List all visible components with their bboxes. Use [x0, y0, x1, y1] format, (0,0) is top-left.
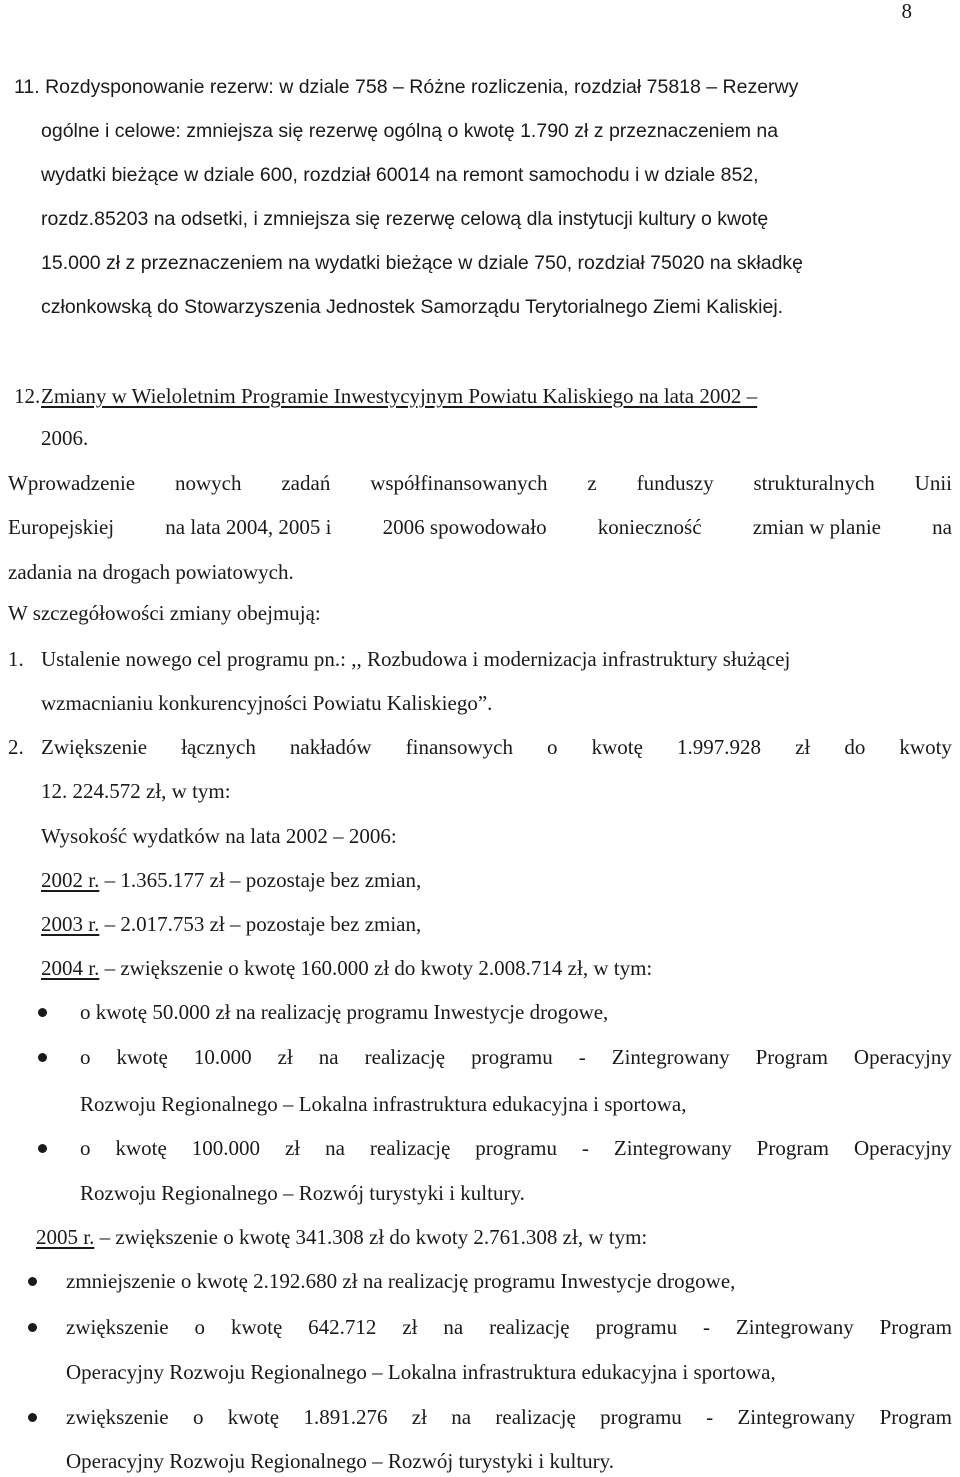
- intro-line-4: W szczegółowości zmiany obejmują:: [8, 601, 321, 625]
- b2005-3-word: Zintegrowany: [737, 1405, 856, 1429]
- b2005-2-word: na: [443, 1315, 464, 1339]
- section12-heading: Zmiany w Wieloletnim Programie Inwestycyjnym Powiatu Kaliskiego na lata 2002 –: [41, 384, 758, 408]
- year-2005-label: 2005 r.: [36, 1225, 95, 1249]
- years-heading: Wysokość wydatków na lata 2002 – 2006:: [41, 824, 397, 848]
- item2-word: nakładów: [289, 735, 372, 759]
- year-2004-label: 2004 r.: [41, 956, 100, 980]
- year-2002-row: [41, 867, 421, 893]
- item1-line-1: Ustalenie nowego cel programu pn.: ,, Rozbudowa i modernizacja infrastruktury służącej: [41, 647, 791, 671]
- b2005-3-word: -: [706, 1405, 714, 1429]
- b2005-3-word: zł: [411, 1405, 427, 1429]
- b2004-2-word: o: [80, 1045, 91, 1069]
- item2-word: do: [844, 735, 866, 759]
- b2004-2-word: Program: [755, 1045, 828, 1069]
- b2005-3-word: zwiększenie: [66, 1405, 169, 1429]
- year-2003-label: 2003 r.: [41, 912, 100, 936]
- b2005-2-word: o: [194, 1315, 206, 1339]
- bullet-icon: [28, 1413, 37, 1422]
- b2004-2-word: 10.000: [193, 1045, 252, 1069]
- b2005-3-word: realizację: [495, 1405, 576, 1429]
- intro-word: zadań: [281, 471, 331, 495]
- b2004-3-word: Zintegrowany: [613, 1136, 732, 1160]
- b2004-3-word: -: [581, 1136, 589, 1160]
- bullet-icon: [38, 1144, 47, 1153]
- b2004-2-line-1: [80, 1044, 952, 1070]
- section11-line-1: 11. Rozdysponowanie rezerw: w dziale 758 – Różne rozliczenia, rozdział 75818 – Rezerwy: [14, 76, 799, 98]
- b2004-3-word: zł: [284, 1136, 301, 1160]
- b2005-2-word: kwotę: [230, 1315, 283, 1339]
- intro-word: Wprowadzenie: [8, 471, 136, 495]
- intro-word: funduszy: [636, 471, 714, 495]
- year-2005-row: [33, 1224, 647, 1250]
- b2004-2-word: -: [578, 1045, 586, 1069]
- b2005-2-line-2: Operacyjny Rozwoju Regionalnego – Lokalna infrastruktura edukacyjna i sportowa,: [66, 1360, 776, 1384]
- intro-line-3: zadania na drogach powiatowych.: [8, 560, 294, 584]
- b2005-2-word: programu: [595, 1315, 678, 1339]
- b2005-2-word: zwiększenie: [66, 1315, 169, 1339]
- year-2002-text: – 1.365.177 zł – pozostaje bez zmian,: [99, 868, 422, 892]
- b2004-2-word: programu: [471, 1045, 553, 1069]
- item1-line-2: wzmacnianiu konkurencyjności Powiatu Kaliskiego”.: [41, 691, 493, 715]
- year-2002-label: 2002 r.: [41, 868, 100, 892]
- b2004-3-word: Operacyjny: [853, 1136, 952, 1160]
- year-2004-text: – zwiększenie o kwotę 160.000 zł do kwoty 2.008.714 zł, w tym:: [99, 956, 653, 980]
- b2004-3-line-2: Rozwoju Regionalnego – Rozwój turystyki i kultury.: [80, 1181, 525, 1205]
- intro-word: z: [587, 471, 597, 495]
- b2005-3-word: Program: [879, 1405, 952, 1429]
- b2004-2-word: kwotę: [116, 1045, 168, 1069]
- item2-word: 1.997.928: [677, 735, 762, 759]
- b2004-3-word: programu: [475, 1136, 557, 1160]
- intro-line-2: [8, 514, 952, 540]
- intro-line-1: [8, 470, 952, 496]
- intro-word: nowych: [174, 471, 242, 495]
- intro-word: 2006 spowodowało: [382, 515, 547, 539]
- b2005-2-word: Program: [879, 1315, 952, 1339]
- item2-word: kwoty: [899, 735, 952, 759]
- b2005-2-word: 642.712: [308, 1315, 377, 1339]
- b2005-3-line-1: [66, 1404, 952, 1430]
- year-2003-text: – 2.017.753 zł – pozostaje bez zmian,: [99, 912, 422, 936]
- item2-word: kwotę: [591, 735, 643, 759]
- b2005-2-line-1: [66, 1314, 952, 1340]
- intro-word: Europejskiej: [8, 515, 115, 539]
- b2004-2-word: Operacyjny: [853, 1045, 952, 1069]
- item2-word: o: [547, 735, 558, 759]
- section11-line-2: ogólne i celowe: zmniejsza się rezerwę ogólną o kwotę 1.790 zł z przeznaczeniem na: [41, 120, 779, 142]
- item2-line-1: [41, 734, 952, 760]
- b2004-3-word: Program: [756, 1136, 829, 1160]
- b2004-3-word: 100.000: [191, 1136, 261, 1160]
- b2004-2-word: na: [318, 1045, 339, 1069]
- bullet-icon: [28, 1323, 37, 1332]
- b2005-3-word: o: [192, 1405, 204, 1429]
- item1-number: 1.: [8, 647, 24, 671]
- b2004-3-word: o: [80, 1136, 91, 1160]
- bullet-icon: [38, 1008, 47, 1017]
- b2004-1: o kwotę 50.000 zł na realizację programu Inwestycje drogowe,: [80, 1000, 609, 1024]
- intro-word: zmian w planie: [752, 515, 881, 539]
- item2-word: łącznych: [181, 735, 256, 759]
- b2004-3-word: realizację: [369, 1136, 451, 1160]
- b2005-3-word: na: [451, 1405, 472, 1429]
- section11-line-3: wydatki bieżące w dziale 600, rozdział 60014 na remont samochodu i w dziale 852,: [41, 164, 759, 186]
- item2-word: Zwiększenie: [41, 735, 148, 759]
- b2005-2-word: Zintegrowany: [735, 1315, 854, 1339]
- intro-word: współfinansowanych: [370, 471, 548, 495]
- section12-heading-cont: 2006.: [41, 426, 89, 450]
- b2004-2-word: realizację: [364, 1045, 446, 1069]
- bullet-icon: [38, 1053, 47, 1062]
- b2005-3-line-2: Operacyjny Rozwoju Regionalnego – Rozwój turystyki i kultury.: [66, 1449, 615, 1473]
- page-number: 8: [901, 0, 912, 23]
- section11-line-6: członkowską do Stowarzyszenia Jednostek Samorządu Terytorialnego Ziemi Kaliskiej.: [41, 296, 784, 318]
- bullet-icon: [28, 1277, 37, 1286]
- item2-line-2: 12. 224.572 zł, w tym:: [41, 779, 231, 803]
- b2005-3-word: programu: [600, 1405, 682, 1429]
- b2004-2-word: Zintegrowany: [611, 1045, 730, 1069]
- year-2003-row: [41, 911, 421, 937]
- section12-number: 12.: [14, 384, 41, 408]
- year-2005-text: – zwiększenie o kwotę 341.308 zł do kwoty 2.761.308 zł, w tym:: [94, 1225, 648, 1249]
- section11-line-4: rozdz.85203 na odsetki, i zmniejsza się rezerwę celową dla instytucji kultury o kwotę: [41, 208, 769, 230]
- intro-word: Unii: [914, 471, 952, 495]
- intro-word: konieczność: [597, 515, 702, 539]
- b2005-2-word: realizację: [489, 1315, 570, 1339]
- section11-line-5: 15.000 zł z przeznaczeniem na wydatki bieżące w dziale 750, rozdział 75020 na składkę: [41, 252, 804, 274]
- year-2004-row: [41, 955, 652, 981]
- b2004-3-line-1: [80, 1135, 952, 1161]
- b2005-3-word: kwotę: [227, 1405, 280, 1429]
- b2005-3-word: 1.891.276: [303, 1405, 388, 1429]
- b2005-1: zmniejszenie o kwotę 2.192.680 zł na realizację programu Inwestycje drogowe,: [66, 1269, 736, 1293]
- b2004-2-word: zł: [277, 1045, 293, 1069]
- b2004-3-word: kwotę: [115, 1136, 167, 1160]
- intro-word: na lata 2004, 2005 i: [165, 515, 332, 539]
- b2005-2-word: zł: [402, 1315, 418, 1339]
- b2004-2-line-2: Rozwoju Regionalnego – Lokalna infrastruktura edukacyjna i sportowa,: [80, 1092, 687, 1116]
- b2004-3-word: na: [325, 1136, 345, 1160]
- item2-word: finansowych: [405, 735, 513, 759]
- intro-word: strukturalnych: [753, 471, 875, 495]
- intro-word: na: [932, 515, 952, 539]
- item2-number: 2.: [8, 735, 24, 759]
- item2-word: zł: [795, 735, 811, 759]
- b2005-2-word: -: [703, 1315, 711, 1339]
